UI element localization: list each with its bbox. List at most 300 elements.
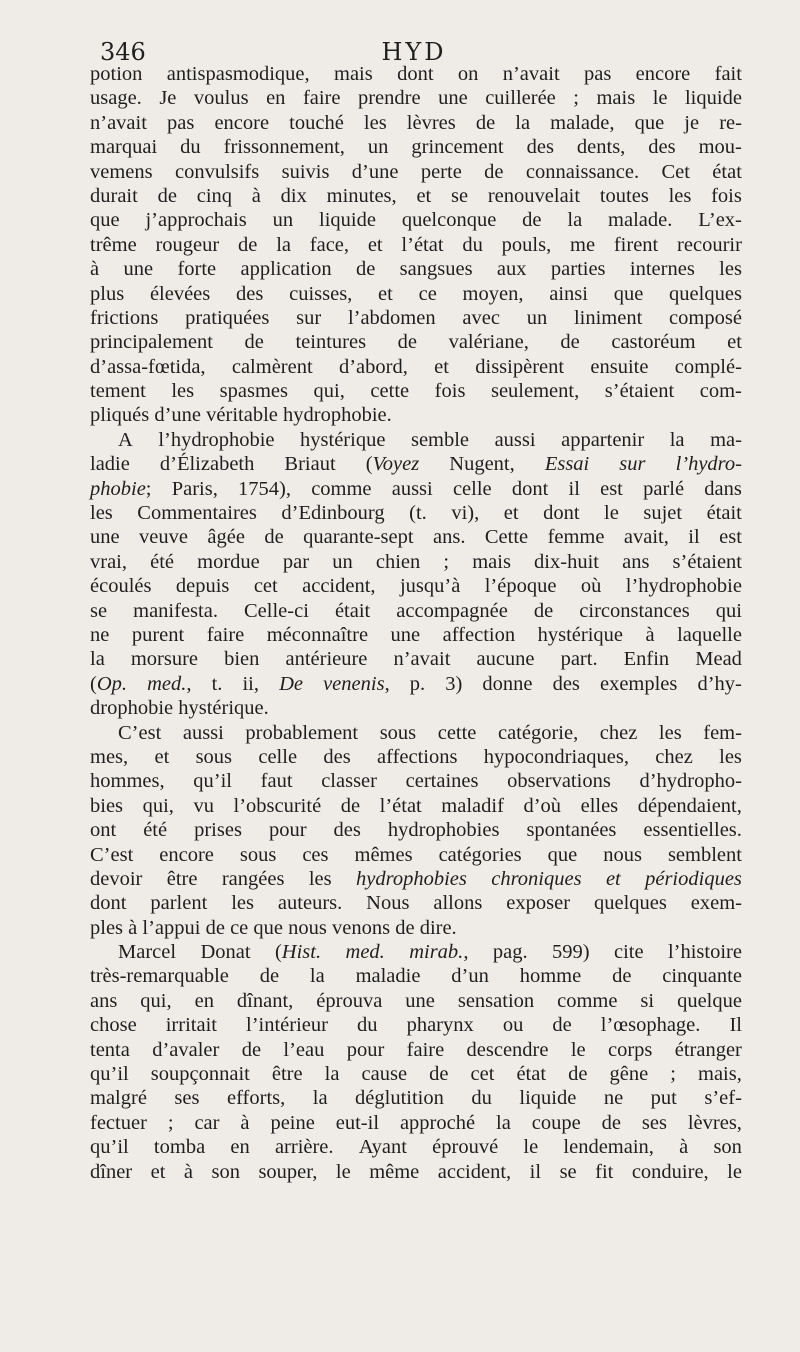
word: la <box>324 1063 340 1086</box>
text-line <box>90 769 742 793</box>
text-line <box>90 111 742 135</box>
word: à <box>183 1160 193 1183</box>
word: liquide <box>684 87 742 110</box>
word: les <box>658 721 682 744</box>
text-line <box>90 282 742 306</box>
word: t. <box>211 672 223 695</box>
word: ensuite <box>590 355 649 378</box>
word: arrière. <box>274 1136 334 1159</box>
word: périodiques <box>645 867 742 890</box>
word: hypocondriaques, <box>483 745 629 768</box>
word: qui, <box>140 989 172 1012</box>
word: éprouvé <box>432 1136 499 1159</box>
word: être <box>166 867 198 890</box>
word: principalement <box>90 331 213 354</box>
word: L’ex- <box>698 209 742 232</box>
word: affection <box>442 623 516 646</box>
word: toutes <box>599 184 649 207</box>
text-line <box>90 550 742 574</box>
text-line <box>90 891 742 915</box>
word: antérieure <box>285 648 368 671</box>
word: avait, <box>623 526 669 549</box>
word: malade. <box>608 209 673 232</box>
word: de <box>522 209 542 232</box>
word: l’abdomen <box>347 306 436 329</box>
text-body <box>90 62 742 1184</box>
word: qui, <box>313 380 345 403</box>
word: très-remarquable <box>90 965 229 988</box>
word: la <box>90 648 105 671</box>
word: faut <box>260 770 293 793</box>
word: les <box>719 745 742 768</box>
text-line <box>90 330 742 354</box>
word: l’hydro- <box>675 453 742 476</box>
word: de <box>238 233 258 256</box>
word: mais <box>472 550 511 573</box>
word: il <box>688 526 700 549</box>
word: essentielles. <box>643 819 742 842</box>
text-line <box>90 672 742 696</box>
word: Briaut <box>284 453 336 476</box>
word: et <box>150 1160 166 1183</box>
word: semblent <box>667 843 742 866</box>
word: que <box>253 916 284 939</box>
word: application <box>240 258 332 281</box>
word: en <box>194 989 214 1012</box>
word: cuillerée <box>485 87 556 110</box>
word: ans <box>90 989 118 1012</box>
word: chroniques <box>491 867 582 890</box>
word: hystérique. <box>178 697 269 720</box>
word: l’œsophage. <box>600 1014 701 1037</box>
word: cet <box>253 575 278 598</box>
word: rangées <box>221 867 285 890</box>
word: seulement, <box>490 380 580 403</box>
word: quelques <box>669 282 742 305</box>
word: accompagnée <box>396 599 508 622</box>
word: 3) <box>445 672 463 695</box>
word: et <box>416 184 432 207</box>
word: liquide <box>319 209 376 232</box>
word: Il <box>729 1014 742 1037</box>
word: mirab., <box>409 941 469 964</box>
word: maladie <box>355 965 421 988</box>
word: en <box>266 87 286 110</box>
word: la <box>309 965 325 988</box>
word: med. <box>345 941 385 964</box>
word: exposer <box>506 892 571 915</box>
word: mais <box>334 63 373 85</box>
word: à <box>679 1136 689 1159</box>
word: tement <box>90 380 146 403</box>
word: fois <box>711 184 742 207</box>
word: peine <box>270 1111 315 1134</box>
word: prises <box>194 819 242 842</box>
word: été <box>150 550 175 573</box>
word: voulus <box>193 87 249 110</box>
word: 1754), <box>238 477 291 500</box>
text-line <box>90 525 742 549</box>
word: sous <box>195 745 233 768</box>
word: 599) <box>551 941 590 964</box>
word: sensation <box>457 989 535 1012</box>
word: mes, <box>90 745 129 768</box>
word: dans <box>704 477 742 500</box>
word: et <box>503 502 519 525</box>
word: Enfin <box>623 648 670 671</box>
word: A <box>118 428 133 451</box>
word: le <box>335 1160 351 1183</box>
word: d’assa-fœtida, <box>90 355 206 378</box>
word: morsure <box>130 648 199 671</box>
word: de <box>601 1111 621 1134</box>
word: chien <box>375 550 421 573</box>
text-line <box>90 184 742 208</box>
word: une <box>90 526 120 549</box>
word: me <box>570 233 596 256</box>
word: l’état <box>379 794 422 817</box>
word: lèvres <box>406 111 456 134</box>
word: et <box>154 745 170 768</box>
word: cause <box>361 1063 408 1086</box>
word: semble <box>410 428 470 451</box>
word: sur <box>619 453 646 476</box>
word: ladie <box>90 453 130 476</box>
word: qu’il <box>193 770 232 793</box>
word: calmèrent <box>231 355 313 378</box>
word: bien <box>224 648 260 671</box>
word: de <box>241 1038 262 1061</box>
word: (Hist. <box>274 941 322 964</box>
word: dépendaient, <box>637 794 742 817</box>
word: Essai <box>544 453 590 476</box>
text-line <box>90 818 742 842</box>
word: des <box>236 282 264 305</box>
word: de <box>475 111 496 134</box>
word: hommes, <box>90 770 165 793</box>
word: exem- <box>690 892 742 915</box>
word: de <box>264 526 284 549</box>
word: comme <box>557 989 618 1012</box>
word: de <box>355 258 376 281</box>
word: (Voyez <box>365 453 420 476</box>
word: complé- <box>674 355 742 378</box>
word: chez <box>655 745 693 768</box>
text-line <box>90 696 742 720</box>
text-line <box>90 1013 742 1037</box>
word: dont <box>543 502 580 525</box>
word: la <box>669 428 685 451</box>
word: rougeur <box>155 233 220 256</box>
word: pas <box>583 63 612 85</box>
word: véritable <box>206 404 278 427</box>
word: la <box>496 1111 511 1134</box>
word: teintures <box>295 331 367 354</box>
word: déglutition <box>355 1087 444 1110</box>
word: cite <box>613 941 644 964</box>
word: les <box>90 502 113 525</box>
word: d’abord, <box>338 355 408 378</box>
word: de <box>568 1063 588 1086</box>
word: ce <box>230 916 249 939</box>
word: dix-huit <box>534 550 599 573</box>
word: aux <box>496 258 527 281</box>
word: ce <box>418 282 437 305</box>
word: de <box>552 1014 572 1037</box>
word: sujet <box>643 502 683 525</box>
word: de <box>612 965 632 988</box>
word: irritait <box>165 1014 217 1037</box>
word: à <box>90 258 100 281</box>
word: état <box>712 160 742 183</box>
word: vi), <box>451 502 480 525</box>
word: Cette <box>484 526 529 549</box>
word: suivis <box>281 160 330 183</box>
word: le <box>727 1160 742 1183</box>
word: dînant, <box>236 989 294 1012</box>
text-line <box>90 379 742 403</box>
word: éprouva <box>316 989 383 1012</box>
word: mais, <box>698 1063 742 1086</box>
word: l’état <box>401 233 444 256</box>
word: son <box>713 1136 742 1159</box>
word: du <box>180 136 201 159</box>
word: s’étaient <box>672 550 742 573</box>
text-line <box>90 233 742 257</box>
word: ne <box>603 1087 624 1110</box>
word: avec <box>462 306 500 329</box>
word: nous <box>288 916 327 939</box>
word: une <box>123 258 154 281</box>
word: son <box>211 1160 240 1183</box>
word: faire <box>406 1038 445 1061</box>
word: renouvelait <box>487 184 581 207</box>
word: frissonnement, <box>223 136 345 159</box>
word: venenis, <box>323 672 390 695</box>
word: Marcel <box>118 941 177 964</box>
word: ou <box>502 1014 524 1037</box>
word: une <box>390 623 421 646</box>
word: antispasmodique, <box>166 63 310 85</box>
word: l’appui <box>142 916 201 939</box>
text-line <box>90 1038 742 1062</box>
word: mou- <box>698 136 742 159</box>
word: dîner <box>90 1160 133 1183</box>
word: j’approchais <box>145 209 247 232</box>
word: d’hy- <box>697 672 742 695</box>
word: la <box>276 233 291 256</box>
word: les <box>363 111 387 134</box>
word: s’étaient <box>604 380 675 403</box>
word: quelconque <box>401 209 497 232</box>
word: n’avait <box>502 63 560 85</box>
word: moyen, <box>462 282 524 305</box>
word: une <box>438 87 468 110</box>
word: purent <box>131 623 185 646</box>
text-line <box>90 452 742 476</box>
word: allons <box>433 892 483 915</box>
word: Celle-ci <box>244 599 309 622</box>
word: convulsifs <box>174 160 260 183</box>
word: ans <box>622 550 650 573</box>
word: connaissance. <box>525 160 640 183</box>
word: auteurs. <box>277 892 343 915</box>
word: Je <box>159 87 177 110</box>
word: ii, <box>242 672 260 695</box>
word: durait <box>90 184 138 207</box>
word: les <box>668 184 692 207</box>
text-line <box>90 1086 742 1110</box>
word: par <box>282 550 310 573</box>
word: affections <box>377 745 458 768</box>
word: vu <box>193 794 214 817</box>
word: accident, <box>437 1160 512 1183</box>
word: les <box>719 258 742 281</box>
word: Nous <box>366 892 410 915</box>
word: encore <box>635 63 691 85</box>
word: d’Edinbourg <box>281 502 385 525</box>
word: Donat <box>200 941 251 964</box>
word: qu’il <box>90 1063 129 1086</box>
word: probablement <box>245 721 359 744</box>
word: fois <box>434 380 466 403</box>
word: ces <box>302 843 329 866</box>
word: se <box>559 1160 577 1183</box>
word: tenta <box>90 1038 130 1061</box>
word: spontanées <box>526 819 617 842</box>
word: perte <box>420 160 462 183</box>
word: chose <box>90 1014 137 1037</box>
word: sur <box>296 306 322 329</box>
word: fait <box>714 63 742 85</box>
word: pour <box>268 819 307 842</box>
text-line <box>90 306 742 330</box>
word: pag. <box>492 941 528 964</box>
word: cinquante <box>662 965 742 988</box>
word: descendre <box>466 1038 549 1061</box>
word: Paris, <box>171 477 218 500</box>
word: jusqu’à <box>399 575 461 598</box>
word: l’époque <box>484 575 557 598</box>
word: hystérique <box>300 428 386 451</box>
word: d’où <box>523 794 562 817</box>
text-line <box>90 1135 742 1159</box>
word: de <box>429 1063 449 1086</box>
text-line <box>90 208 742 232</box>
text-line <box>90 86 742 110</box>
word: femme <box>547 526 605 549</box>
word: des <box>552 672 580 695</box>
word: est <box>719 526 742 549</box>
word: spasmes <box>219 380 288 403</box>
word: qui, <box>142 794 174 817</box>
word: face, <box>309 233 350 256</box>
word: catégories <box>438 843 522 866</box>
word: l’eau <box>283 1038 325 1061</box>
word: fit <box>595 1160 614 1183</box>
word: à <box>240 1111 250 1134</box>
word: sangsues <box>399 258 473 281</box>
word: accident, <box>302 575 376 598</box>
word: usage. <box>90 87 142 110</box>
word: les <box>231 892 254 915</box>
word: de <box>340 794 361 817</box>
text-line <box>90 647 742 671</box>
word: la <box>515 111 531 134</box>
word: en <box>230 1136 250 1159</box>
word: plus <box>90 282 125 305</box>
word: ont <box>90 819 117 842</box>
word: de <box>395 916 415 939</box>
word: prendre <box>357 87 421 110</box>
text-line <box>90 135 742 159</box>
word: encore <box>159 843 214 866</box>
word: gêne <box>609 1063 649 1086</box>
word: quarante-sept <box>303 526 414 549</box>
word: l’hydrophobie <box>158 428 275 451</box>
word: que <box>613 282 644 305</box>
word: que <box>634 111 665 134</box>
word: méconnaître <box>266 623 369 646</box>
word: à <box>251 184 261 207</box>
word: à <box>128 916 138 939</box>
word: il <box>529 1160 542 1183</box>
word: internes <box>629 258 695 281</box>
word: veuve <box>139 526 188 549</box>
word: hystérique <box>537 623 623 646</box>
word: dont <box>90 892 127 915</box>
text-line <box>90 599 742 623</box>
word: parlent <box>150 892 208 915</box>
word: les <box>308 867 332 890</box>
word: laquelle <box>677 623 742 646</box>
word: aucune <box>476 648 535 671</box>
word: hydrophobies <box>387 819 500 842</box>
word: d’un <box>451 965 489 988</box>
word: lèvres, <box>687 1111 742 1134</box>
word: pliqués <box>90 404 150 427</box>
word: ; <box>573 87 579 110</box>
word: dire. <box>419 916 457 939</box>
word: et <box>434 355 449 378</box>
word: âgée <box>207 526 245 549</box>
text-line <box>90 403 742 427</box>
text-line <box>90 940 742 964</box>
word: la <box>567 209 583 232</box>
word: aussi <box>494 428 536 451</box>
word: de <box>205 916 225 939</box>
word: conduire, <box>631 1160 709 1183</box>
word: dents, <box>576 136 626 159</box>
word: approché <box>399 1111 476 1134</box>
word: de <box>560 331 580 354</box>
word: du <box>471 1087 492 1110</box>
word: la <box>312 1087 328 1110</box>
word: de <box>397 331 417 354</box>
word: il <box>568 477 580 500</box>
word: d’avaler <box>152 1038 220 1061</box>
word: Commentaires <box>137 502 257 525</box>
word: étranger <box>674 1038 742 1061</box>
word: faire <box>206 623 245 646</box>
word: sous <box>379 721 417 744</box>
word: quelque <box>677 989 742 1012</box>
word: d’une <box>154 404 202 427</box>
word: ans. <box>433 526 466 549</box>
word: dissipèrent <box>475 355 565 378</box>
word: d’Élizabeth <box>159 453 255 476</box>
word: eut-il <box>335 1111 380 1134</box>
